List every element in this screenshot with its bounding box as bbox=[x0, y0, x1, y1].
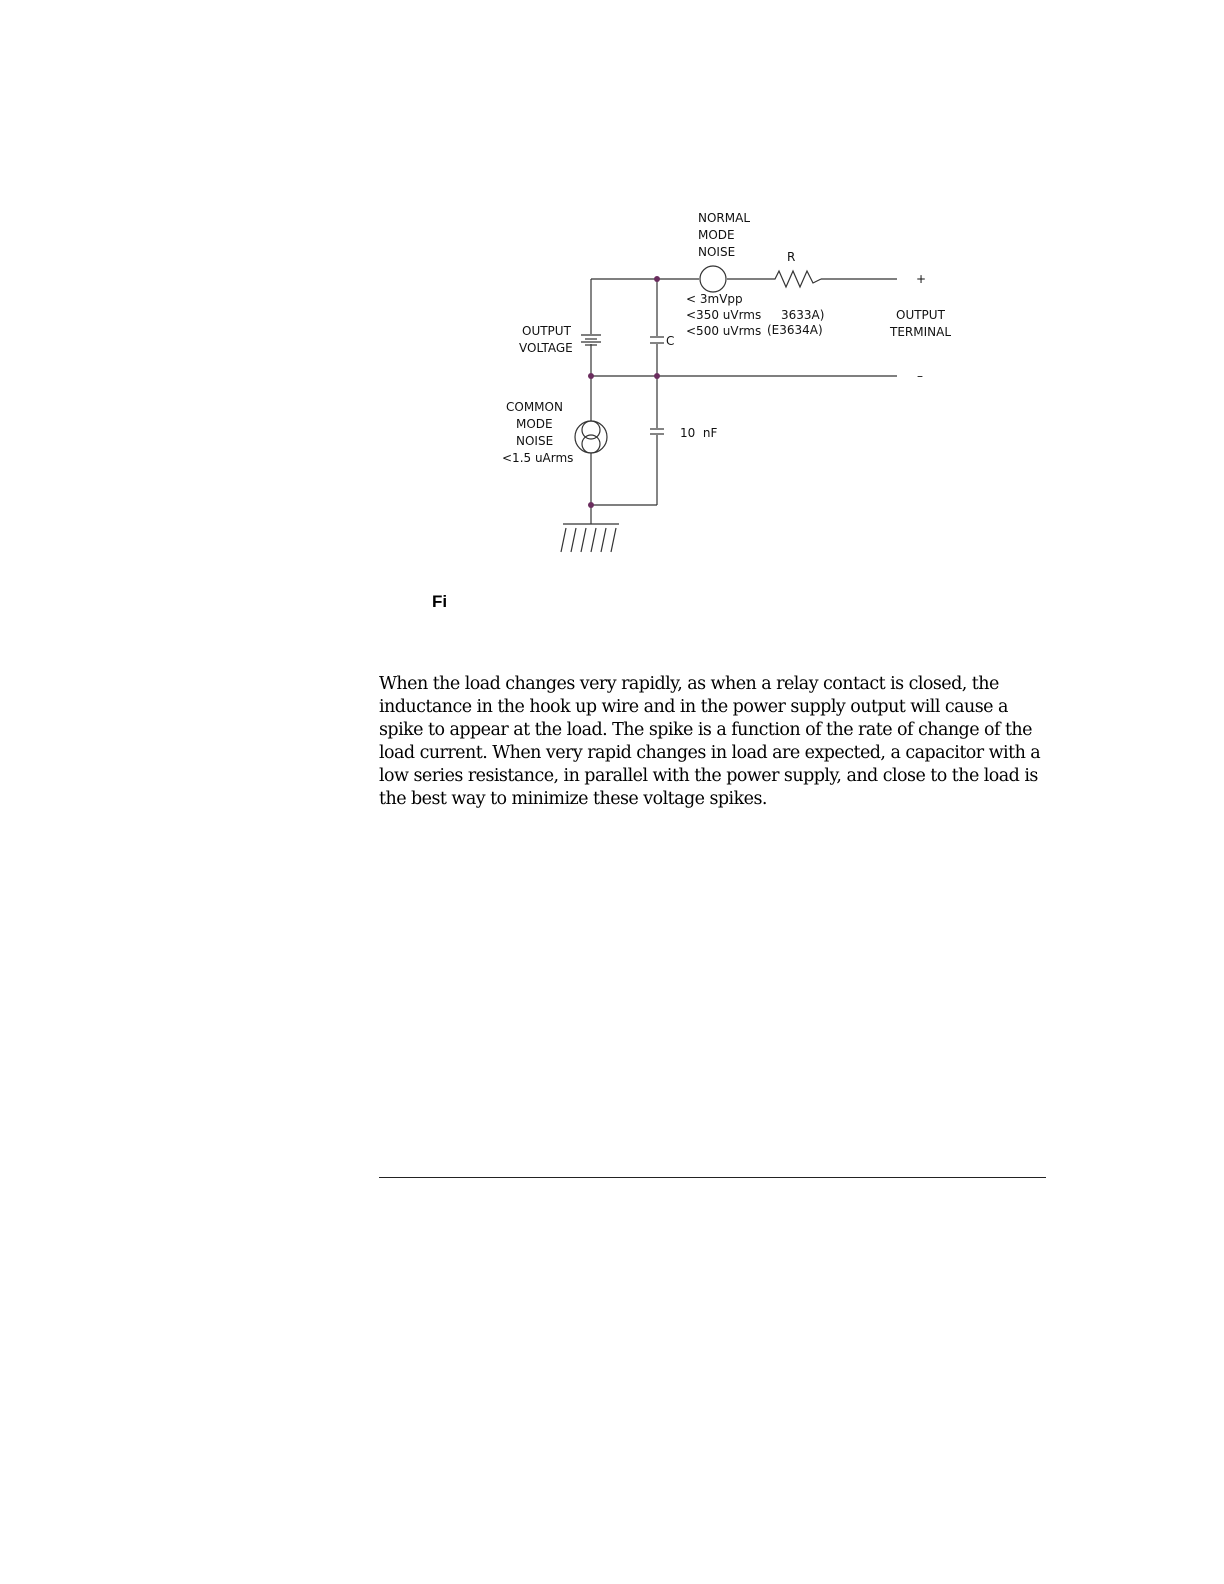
capacitor-value-label: 10 nF bbox=[680, 426, 718, 440]
model-note-1: 3633A) bbox=[781, 308, 825, 322]
resistor-label: R bbox=[787, 250, 796, 264]
output-terminal-label-2: TERMINAL bbox=[890, 325, 952, 339]
noise-spec-2: <350 uVrms bbox=[686, 308, 762, 322]
capacitor-c bbox=[650, 337, 664, 343]
normal-mode-noise-label-1: NORMAL bbox=[698, 211, 751, 225]
capacitor-10nf bbox=[650, 429, 664, 434]
resistor bbox=[765, 271, 821, 287]
battery-symbol bbox=[581, 335, 601, 345]
body-paragraph: When the load changes very rapidly, as when a relay contact is closed, the inductance in the hook up wire and in the power supply output will cause a spike to appear at the load. The spike is a function of the rate of change of the load current. When very rapid changes in load are expected, a capacitor with a low series resistance, in parallel with the power supply, and close to the load is the best way to minimize these voltage spikes. bbox=[379, 674, 1041, 809]
noise-circuit-diagram bbox=[0, 0, 1224, 600]
output-voltage-label-1: OUTPUT bbox=[522, 324, 571, 338]
common-mode-noise-label-3: NOISE bbox=[516, 434, 554, 448]
ground-symbol bbox=[561, 524, 619, 552]
noise-spec-3: <500 uVrms bbox=[686, 324, 762, 338]
plus-terminal-label: + bbox=[916, 272, 927, 286]
normal-mode-noise-source bbox=[700, 266, 726, 292]
normal-mode-noise-label-3: NOISE bbox=[698, 245, 736, 259]
figure-caption: Fi bbox=[432, 592, 448, 611]
common-mode-noise-label-2: MODE bbox=[516, 417, 553, 431]
output-terminal-label-1: OUTPUT bbox=[896, 308, 945, 322]
capacitor-label: C bbox=[666, 334, 675, 348]
common-mode-noise-label-4: <1.5 uArms bbox=[502, 451, 574, 465]
minus-terminal-label: – bbox=[917, 369, 923, 383]
common-mode-noise-label-1: COMMON bbox=[506, 400, 563, 414]
model-note-2: (E3634A) bbox=[767, 323, 823, 337]
junction-nodes bbox=[588, 276, 660, 508]
normal-mode-noise-label-2: MODE bbox=[698, 228, 735, 242]
footer-divider bbox=[379, 1177, 1046, 1178]
noise-spec-1: < 3mVpp bbox=[686, 292, 743, 306]
output-voltage-label-2: VOLTAGE bbox=[519, 341, 573, 355]
common-mode-current-source bbox=[575, 421, 607, 453]
